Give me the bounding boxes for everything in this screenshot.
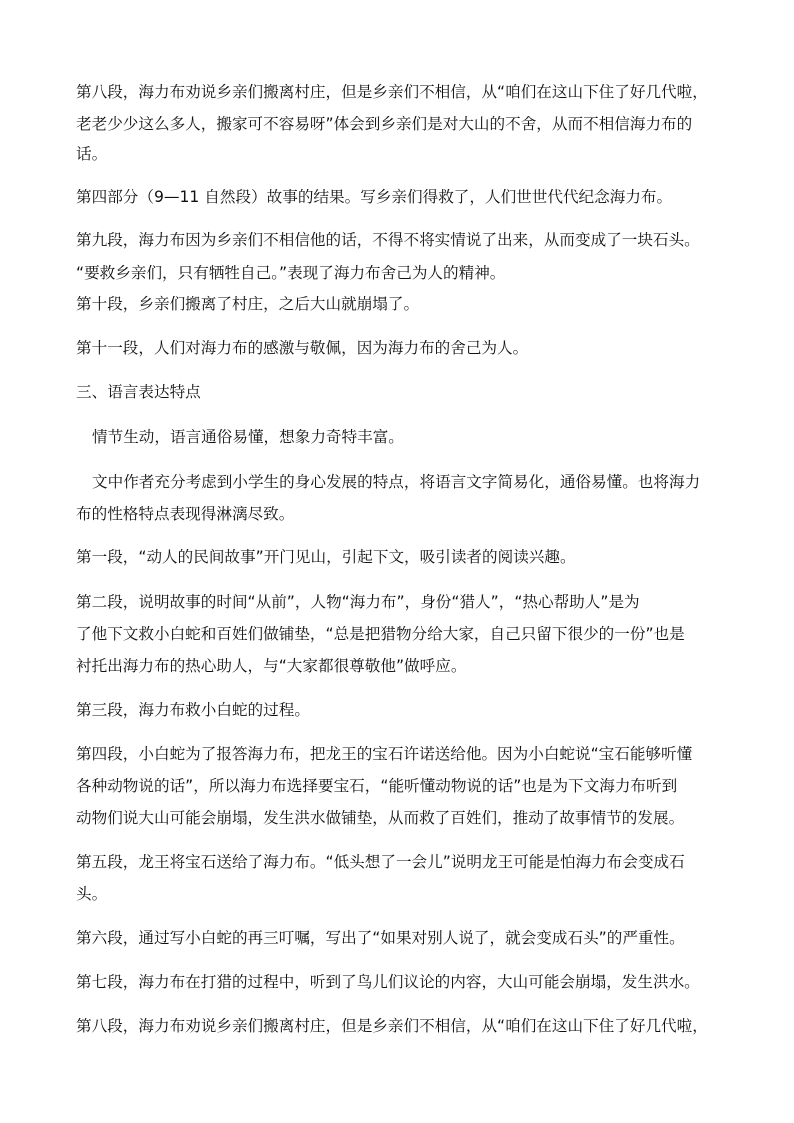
text-line: 头。 bbox=[76, 885, 108, 903]
section-heading: 三、语言表达特点 bbox=[76, 383, 201, 401]
text-line: 第四段，小白蛇为了报答海力布，把龙王的宝石许诺送给他。因为小白蛇说“宝石能够听懂 bbox=[76, 745, 693, 763]
text-line: 第七段，海力布在打猎的过程中，听到了鸟儿们议论的内容，大山可能会崩塌，发生洪水。 bbox=[76, 973, 700, 991]
text-line: 第八段，海力布劝说乡亲们搬离村庄，但是乡亲们不相信，从“咱们在这山下住了好几代啦， bbox=[76, 1017, 708, 1035]
text-line: 第八段，海力布劝说乡亲们搬离村庄，但是乡亲们不相信，从“咱们在这山下住了好几代啦， bbox=[76, 83, 708, 101]
text-line: 了他下文救小白蛇和百姓们做铺垫，“总是把猎物分给大家，自己只留下很少的一份”也是 bbox=[76, 625, 685, 643]
text-line: 第十一段，人们对海力布的感激与敬佩，因为海力布的舍己为人。 bbox=[76, 339, 529, 357]
text-line: 第二段，说明故事的时间“从前”，人物“海力布”，身份“猎人”，“热心帮助人”是为 bbox=[76, 593, 640, 611]
section-heading: 第四部分（9—11 自然段）故事的结果。写乡亲们得救了，人们世世代代纪念海力布。 bbox=[76, 188, 673, 206]
text-line: 各种动物说的话”，所以海力布选择要宝石，“能听懂动物说的话”也是为下文海力布听到 bbox=[76, 777, 678, 795]
text-line: 第九段，海力布因为乡亲们不相信他的话，不得不将实情说了出来，从而变成了一块石头。 bbox=[76, 231, 700, 249]
text-line: 话。 bbox=[76, 145, 108, 163]
text-line: 布的性格特点表现得淋漓尽致。 bbox=[76, 505, 295, 523]
text-line: 文中作者充分考虑到小学生的身心发展的特点，将语言文字简易化，通俗易懂。也将海力 bbox=[92, 473, 701, 491]
text-line: 情节生动，语言通俗易懂，想象力奇特丰富。 bbox=[92, 428, 404, 446]
text-line: 第六段，通过写小白蛇的再三叮嘱，写出了“如果对别人说了，就会变成石头”的严重性。 bbox=[76, 929, 685, 947]
text-line: 第一段，“动人的民间故事”开门见山，引起下文，吸引读者的阅读兴趣。 bbox=[76, 548, 576, 566]
text-line: 第五段，龙王将宝石送给了海力布。“低头想了一会儿”说明龙王可能是怕海力布会变成石 bbox=[76, 853, 685, 871]
text-line: 动物们说大山可能会崩塌，发生洪水做铺垫，从而救了百姓们，推动了故事情节的发展。 bbox=[76, 809, 685, 827]
quote-line: “要救乡亲们，只有牺牲自己。”表现了海力布舍己为人的精神。 bbox=[76, 264, 506, 282]
text-line: 第十段，乡亲们搬离了村庄，之后大山就崩塌了。 bbox=[76, 295, 420, 313]
text-line: 第三段，海力布救小白蛇的过程。 bbox=[76, 701, 310, 719]
text-line: 老老少少这么多人，搬家可不容易呀”体会到乡亲们是对大山的不舍，从而不相信海力布的 bbox=[76, 115, 693, 133]
text-line: 衬托出海力布的热心助人，与“大家都很尊敬他”做呼应。 bbox=[76, 657, 467, 675]
